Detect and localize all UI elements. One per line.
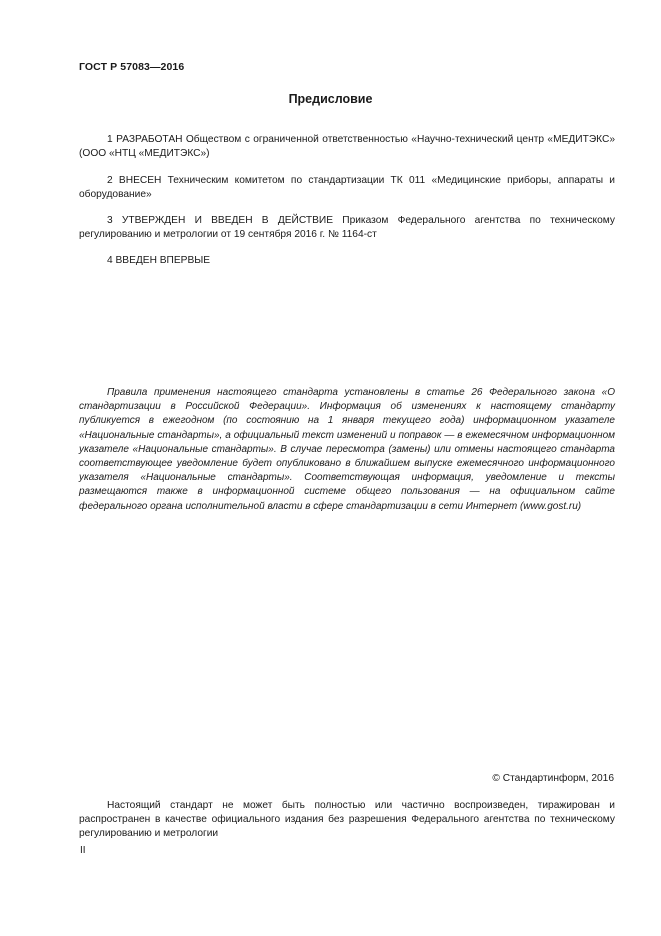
- document-header: ГОСТ Р 57083—2016: [79, 61, 185, 73]
- copyright-notice-text: Настоящий стандарт не может быть полностью или частично воспроизведен, тиражирован и распространен в качестве официального издания без разрешения Федерального агентства по техническому регулированию и метрологии: [79, 800, 615, 839]
- foreword-item-text: 3 УТВЕРЖДЕН И ВВЕДЕН В ДЕЙСТВИЕ Приказом Федерального агентства по техническому регулированию и метрологии от 19 сентября 2016 г. № 1164-ст: [79, 215, 615, 240]
- standard-application-notice: [79, 386, 615, 514]
- page-title: Предисловие: [288, 92, 373, 106]
- foreword-item-text: 4 ВВЕДЕН ВПЕРВЫЕ: [107, 255, 211, 266]
- copyright-notice: [79, 799, 615, 841]
- foreword-item-text: 2 ВНЕСЕН Техническим комитетом по стандартизации ТК 011 «Медицинские приборы, аппараты и оборудование»: [79, 175, 615, 200]
- copyright-line: © Стандартинформ, 2016: [492, 773, 614, 784]
- notice-text: Правила применения настоящего стандарта установлены в статье 26 Федерального закона «О стандартизации в Российской Федерации». Информация об изменениях к настоящему стандарту публикуется в ежегодном (по состоянию на 1 января текущего года) информационном указателе «Национальные стандарты», а официальный текст изменений и поправок — в ежемесячном информационном указателе «Национальные стандарты». В случае пересмотра (замены) или отмены настоящего стандарта соответствующее уведомление будет опубликовано в ближайшем выпуске ежемесячного информационного указателя «Национальные стандарты». Соответствующая информация, уведомление и тексты размещаются также в информационной системе общего пользования — на официальном сайте федерального органа исполнительной власти в сфере стандартизации в сети Интернет (www.gost.ru): [79, 387, 615, 512]
- page-number: II: [80, 845, 86, 856]
- foreword-item: [79, 174, 615, 202]
- foreword-item: [79, 254, 615, 268]
- foreword-item: [79, 133, 615, 161]
- foreword-item: [79, 214, 615, 242]
- foreword-item-text: 1 РАЗРАБОТАН Обществом с ограниченной ответственностью «Научно-технический центр «МЕДИТЭКС» (ООО «НТЦ «МЕДИТЭКС»): [79, 134, 615, 159]
